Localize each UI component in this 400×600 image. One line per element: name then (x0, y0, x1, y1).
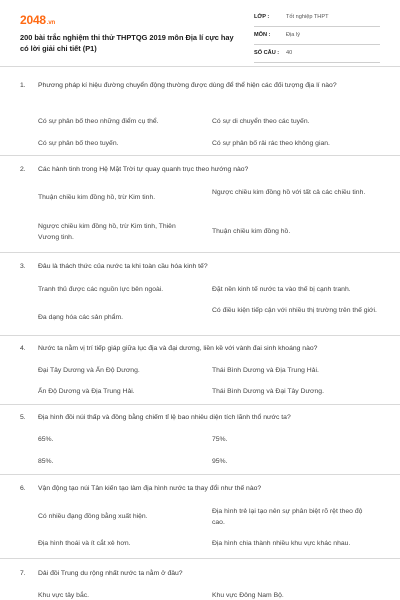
meta-value: Tốt nghiệp THPT (286, 14, 329, 20)
meta-value: Địa lý (286, 32, 300, 38)
answer-option[interactable]: Khu vực tây bắc. (38, 592, 90, 599)
answer-option[interactable]: 75%. (212, 436, 228, 443)
answer-option[interactable]: Có sự phân bố rải rác theo không gian. (212, 140, 330, 147)
meta-row-subject (254, 30, 380, 45)
meta-row-class (254, 12, 380, 27)
answer-option[interactable]: Có điều kiện tiếp cận với nhiều thị trường trên thế giới. (212, 307, 377, 314)
answer-option[interactable]: Địa hình trẻ lại tạo nên sự phân biệt rõ rệt theo độ cao. (212, 508, 363, 526)
answer-option[interactable]: Thái Bình Dương và Đại Tây Dương. (212, 388, 324, 395)
meta-label: LỚP : (254, 14, 270, 20)
answer-option[interactable]: Đa dạng hóa các sản phẩm. (38, 314, 124, 321)
answer-option[interactable]: Ngược chiều kim đồng hồ, trừ Kim tinh, Thiên Vương tinh. (38, 223, 176, 241)
answer-option[interactable]: Có sự phân bố theo những điểm cụ thể. (38, 118, 159, 125)
site-logo[interactable]: 2048.vn (20, 13, 55, 27)
meta-label: SỐ CÂU : (254, 50, 280, 56)
page: 2048.vn 200 bài trắc nghiệm thi thử THPTQG 2019 môn Địa lí cực hay có lời giải chi tiết (P1) LỚP : Tốt nghiệp THPT MÔN : Địa lý SỐ CÂU : 40 1. Phương pháp kí hiệu đường chuyển động thường được dùng để thể hiện các đối tượng địa lí nào? Có sự phân bố theo những điểm cụ thể. Có sự di chuyển theo các tuyến. Có sự phân bố theo tuyến. Có sự phân bố rải rác theo không gian. 2. Các hành tinh trong Hệ Mặt Trời tự quay quanh trục theo hướng nào? Thuận chiều kim đồng hồ, trừ Kim tinh. Ngược chiều kim đồng hồ với tất cả các chiều tinh. Ngược chiều kim đồng hồ, trừ Kim tinh, Thiên Vương tinh. Thuận chiều kim đồng hồ. 3. Đâu là thách thức của nước ta khi toàn cầu hóa kinh tế? Tranh thủ được các nguồn lực bên ngoài. Đặt nền kinh tế nước ta vào thế bị cạnh tranh. Đa dạng hóa các sản phẩm. Có điều kiện tiếp cận với nhiều thị trường trên thế giới. 4. Nước ta nằm vị trí tiếp giáp giữa lục địa và đại dương, liền kề với vành đai sinh khoáng nào? Đại Tây Dương và Ấn Độ Dương. Thái Bình Dương và Địa Trung Hải. Ấn Độ Dương và Địa Trung Hải. Thái Bình Dương và Đại Tây Dương. 5. Địa hình đồi núi thấp và đồng bằng chiếm tỉ lệ bao nhiêu diện tích lãnh thổ nước ta? 65%. 75%. 85%. 95%. 6. Vận động tạo núi Tân kiến tạo làm địa hình nước ta thay đổi như thế nào? Có nhiều đạng đồng bằng xuất hiện. Địa hình trẻ lại tạo nên sự phân biệt rõ rệt theo độ cao. Địa hình thoái và ít cắt xẻ hơn. Địa hình chia thành nhiều khu vực khác nhau. 7. Dải đồi Trung du rộng nhất nước ta nằm ở đâu? Khu vực tây bắc. Khu vực Đông Nam Bộ. (0, 0, 400, 600)
answer-option[interactable]: Có nhiều đạng đồng bằng xuất hiện. (38, 513, 148, 520)
divider (0, 252, 400, 253)
answer-option[interactable]: Khu vực Đông Nam Bộ. (212, 592, 284, 599)
answer-option[interactable]: Đặt nền kinh tế nước ta vào thế bị cạnh tranh. (212, 286, 351, 293)
answer-option[interactable]: Ấn Độ Dương và Địa Trung Hải. (38, 388, 135, 395)
answer-option[interactable]: Thuận chiều kim đồng hồ, trừ Kim tinh. (38, 194, 156, 201)
answer-option[interactable]: Địa hình thoái và ít cắt xẻ hơn. (38, 540, 131, 547)
divider (0, 66, 400, 67)
answer-option[interactable]: Có sự di chuyển theo các tuyến. (212, 118, 310, 125)
answer-option[interactable]: Đại Tây Dương và Ấn Độ Dương. (38, 367, 140, 374)
divider (0, 474, 400, 475)
answer-option[interactable]: Địa hình chia thành nhiều khu vực khác nhau. (212, 540, 351, 547)
header (0, 0, 400, 66)
divider (0, 558, 400, 559)
answer-option[interactable]: Ngược chiều kim đồng hồ với tất cả các chiều tinh. (212, 189, 366, 196)
answer-option[interactable]: Có sự phân bố theo tuyến. (38, 140, 119, 147)
meta-row-count (254, 48, 380, 63)
meta-value: 40 (286, 50, 293, 56)
meta-info (254, 12, 380, 66)
document-title: 200 bài trắc nghiệm thi thử THPTQG 2019 môn Địa lí cực hay có lời giải chi tiết (P1) (20, 33, 234, 53)
answer-option[interactable]: Thuận chiều kim đồng hồ. (212, 228, 291, 235)
answer-option[interactable]: 95%. (212, 458, 228, 465)
meta-label: MÔN : (254, 32, 271, 38)
answer-option[interactable]: Thái Bình Dương và Địa Trung Hải. (212, 367, 319, 374)
divider (0, 335, 400, 336)
answer-option[interactable]: 65%. (38, 436, 54, 443)
answer-option[interactable]: 85%. (38, 458, 54, 465)
divider (0, 404, 400, 405)
divider (0, 155, 400, 156)
answer-option[interactable]: Tranh thủ được các nguồn lực bên ngoài. (38, 286, 164, 293)
